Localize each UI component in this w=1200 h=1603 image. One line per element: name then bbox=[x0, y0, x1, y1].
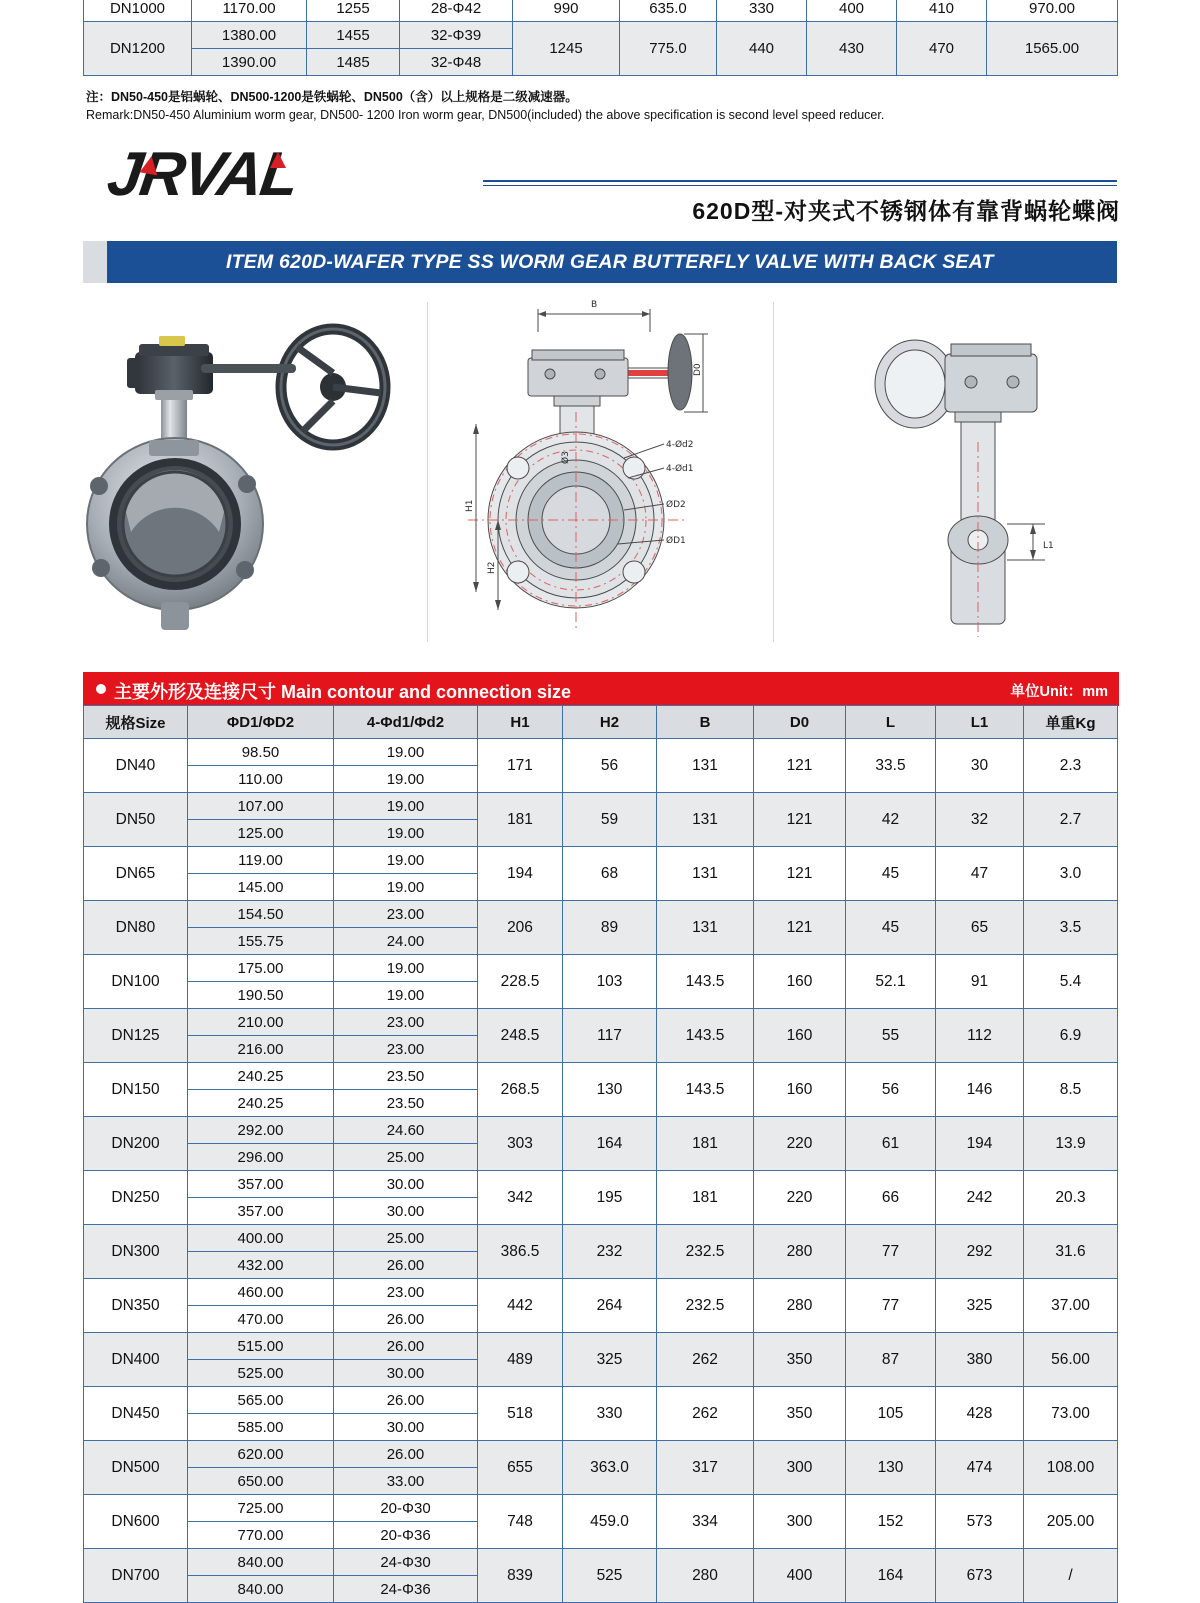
cell-h2: 525 bbox=[563, 1549, 657, 1603]
cell-size: DN125 bbox=[84, 1009, 188, 1063]
cell-d0: 160 bbox=[754, 1009, 846, 1063]
cell-bolt: 24-Φ36 bbox=[334, 1576, 478, 1603]
cell-b: 440 bbox=[717, 22, 807, 76]
cell-b: 262 bbox=[657, 1333, 754, 1387]
cell-h2: 635.0 bbox=[620, 0, 717, 22]
top-table bbox=[83, 0, 1118, 76]
table-row bbox=[84, 1225, 1118, 1252]
cell-h2: 264 bbox=[563, 1279, 657, 1333]
cell-bolt: 30.00 bbox=[334, 1360, 478, 1387]
cell-l: 56 bbox=[846, 1063, 936, 1117]
cell-h2: 164 bbox=[563, 1117, 657, 1171]
cell-diameter: 292.00 bbox=[188, 1117, 334, 1144]
cell-size: DN200 bbox=[84, 1117, 188, 1171]
label-OD1: ØD1 bbox=[666, 536, 686, 546]
table-row bbox=[84, 901, 1118, 928]
table-row bbox=[84, 1117, 1118, 1144]
table-row bbox=[84, 739, 1118, 766]
cell-b: 131 bbox=[657, 847, 754, 901]
cell-bolt: 26.00 bbox=[334, 1387, 478, 1414]
dimension-table bbox=[83, 705, 1118, 1603]
label-L1: L1 bbox=[1043, 541, 1054, 551]
cell-size: DN300 bbox=[84, 1225, 188, 1279]
cell-h1: 518 bbox=[478, 1387, 563, 1441]
cell-d3: 1255 bbox=[307, 0, 400, 22]
cell-b: 131 bbox=[657, 901, 754, 955]
label-D3: Ø3 bbox=[561, 451, 571, 464]
cell-size: DN600 bbox=[84, 1495, 188, 1549]
cell-l: 33.5 bbox=[846, 739, 936, 793]
cell-l: 470 bbox=[897, 22, 987, 76]
cell-h2: 363.0 bbox=[563, 1441, 657, 1495]
column-header-4: H2 bbox=[563, 706, 657, 739]
cell-b: 317 bbox=[657, 1441, 754, 1495]
cell-diameter: 190.50 bbox=[188, 982, 334, 1009]
cell-l1: 970.00 bbox=[987, 0, 1118, 22]
column-header-8: L1 bbox=[936, 706, 1024, 739]
cell-diameter: 357.00 bbox=[188, 1198, 334, 1225]
cell-h1: 171 bbox=[478, 739, 563, 793]
remark-line-cn: 注：DN50-450是铝蜗轮、DN500-1200是铁蜗轮、DN500（含）以上规格是二级减速器。 bbox=[86, 90, 578, 104]
cell-bolt: 33.00 bbox=[334, 1468, 478, 1495]
cell-l: 77 bbox=[846, 1279, 936, 1333]
cell-h1: 990 bbox=[513, 0, 620, 22]
cell-size: DN1000 bbox=[84, 0, 192, 22]
cell-bolt: 23.00 bbox=[334, 901, 478, 928]
cell-diameter: 432.00 bbox=[188, 1252, 334, 1279]
cell-b: 181 bbox=[657, 1117, 754, 1171]
cell-h2: 68 bbox=[563, 847, 657, 901]
table-row bbox=[84, 1333, 1118, 1360]
cell-weight: 108.00 bbox=[1024, 1441, 1118, 1495]
cell-b: 232.5 bbox=[657, 1279, 754, 1333]
cell-holes: 28-Φ42 bbox=[400, 0, 513, 22]
cell-holes: 32-Φ39 bbox=[400, 22, 513, 49]
table-row bbox=[84, 1387, 1118, 1414]
cell-l1: 474 bbox=[936, 1441, 1024, 1495]
cell-h2: 330 bbox=[563, 1387, 657, 1441]
brand-logo bbox=[103, 140, 408, 212]
cell-diameter: 210.00 bbox=[188, 1009, 334, 1036]
label-D0: D0 bbox=[693, 363, 703, 376]
cell-weight: / bbox=[1024, 1549, 1118, 1603]
cell-bolt: 26.00 bbox=[334, 1441, 478, 1468]
label-OD2: ØD2 bbox=[666, 500, 686, 510]
cell-diameter: 460.00 bbox=[188, 1279, 334, 1306]
cell-d0: 350 bbox=[754, 1333, 846, 1387]
cell-d0: 300 bbox=[754, 1441, 846, 1495]
cell-holes: 32-Φ48 bbox=[400, 49, 513, 76]
cell-d0: 350 bbox=[754, 1387, 846, 1441]
label-4-od1: 4-Ød1 bbox=[666, 464, 694, 474]
cell-l1: 325 bbox=[936, 1279, 1024, 1333]
cell-bolt: 23.50 bbox=[334, 1063, 478, 1090]
cell-l: 105 bbox=[846, 1387, 936, 1441]
cell-d3: 1485 bbox=[307, 49, 400, 76]
column-header-0: 规格Size bbox=[84, 706, 188, 739]
column-header-9: 单重Kg bbox=[1024, 706, 1118, 739]
cell-size: DN700 bbox=[84, 1549, 188, 1603]
cell-d0: 160 bbox=[754, 1063, 846, 1117]
cell-b: 131 bbox=[657, 739, 754, 793]
cell-b: 330 bbox=[717, 0, 807, 22]
cell-size: DN500 bbox=[84, 1441, 188, 1495]
cell-diameter: 840.00 bbox=[188, 1576, 334, 1603]
column-header-3: H1 bbox=[478, 706, 563, 739]
cell-b: 280 bbox=[657, 1549, 754, 1603]
cell-l1: 146 bbox=[936, 1063, 1024, 1117]
table-row bbox=[84, 1441, 1118, 1468]
cell-d1d2: 1390.00 bbox=[192, 49, 307, 76]
table-row bbox=[84, 1495, 1118, 1522]
cell-bolt: 26.00 bbox=[334, 1306, 478, 1333]
cell-size: DN100 bbox=[84, 955, 188, 1009]
table-row bbox=[84, 793, 1118, 820]
table-row bbox=[84, 1279, 1118, 1306]
cell-h2: 232 bbox=[563, 1225, 657, 1279]
cell-diameter: 154.50 bbox=[188, 901, 334, 928]
cell-diameter: 565.00 bbox=[188, 1387, 334, 1414]
cell-d3: 1455 bbox=[307, 22, 400, 49]
cell-b: 143.5 bbox=[657, 1009, 754, 1063]
valve-photo-drawing bbox=[83, 292, 427, 658]
cell-h1: 442 bbox=[478, 1279, 563, 1333]
section-header bbox=[83, 672, 1119, 706]
cell-bolt: 19.00 bbox=[334, 982, 478, 1009]
cell-l: 45 bbox=[846, 847, 936, 901]
cell-l: 45 bbox=[846, 901, 936, 955]
cell-h2: 775.0 bbox=[620, 22, 717, 76]
cell-d0: 430 bbox=[807, 22, 897, 76]
table-row bbox=[84, 1063, 1118, 1090]
cell-bolt: 26.00 bbox=[334, 1333, 478, 1360]
cell-weight: 20.3 bbox=[1024, 1171, 1118, 1225]
cell-size: DN80 bbox=[84, 901, 188, 955]
cell-size: DN40 bbox=[84, 739, 188, 793]
cell-bolt: 19.00 bbox=[334, 739, 478, 766]
front-view-dimension-drawing bbox=[428, 292, 774, 658]
table-row bbox=[84, 955, 1118, 982]
title-rule bbox=[483, 180, 1117, 182]
cell-weight: 56.00 bbox=[1024, 1333, 1118, 1387]
cell-l: 410 bbox=[897, 0, 987, 22]
cell-h1: 228.5 bbox=[478, 955, 563, 1009]
cell-diameter: 155.75 bbox=[188, 928, 334, 955]
cell-d0: 280 bbox=[754, 1225, 846, 1279]
cell-h1: 194 bbox=[478, 847, 563, 901]
cell-l1: 194 bbox=[936, 1117, 1024, 1171]
cell-h1: 181 bbox=[478, 793, 563, 847]
remark-line-en: Remark:DN50-450 Aluminium worm gear, DN500- 1200 Iron worm gear, DN500(included) the above specification is second level speed reducer. bbox=[86, 108, 885, 123]
cell-bolt: 19.00 bbox=[334, 820, 478, 847]
cell-b: 232.5 bbox=[657, 1225, 754, 1279]
cell-h2: 89 bbox=[563, 901, 657, 955]
cell-bolt: 19.00 bbox=[334, 955, 478, 982]
column-header-5: B bbox=[657, 706, 754, 739]
cell-d0: 121 bbox=[754, 847, 846, 901]
cell-h1: 489 bbox=[478, 1333, 563, 1387]
cell-size: DN450 bbox=[84, 1387, 188, 1441]
cell-weight: 3.0 bbox=[1024, 847, 1118, 901]
cell-diameter: 240.25 bbox=[188, 1090, 334, 1117]
cell-l1: 428 bbox=[936, 1387, 1024, 1441]
label-B: B bbox=[591, 300, 598, 310]
cell-d1d2: 1170.00 bbox=[192, 0, 307, 22]
cell-diameter: 119.00 bbox=[188, 847, 334, 874]
cell-weight: 5.4 bbox=[1024, 955, 1118, 1009]
cell-bolt: 19.00 bbox=[334, 766, 478, 793]
logo-accent-triangle-2-icon bbox=[270, 152, 286, 168]
cell-diameter: 145.00 bbox=[188, 874, 334, 901]
cell-diameter: 107.00 bbox=[188, 793, 334, 820]
cell-h1: 303 bbox=[478, 1117, 563, 1171]
cell-l1: 242 bbox=[936, 1171, 1024, 1225]
cell-h2: 103 bbox=[563, 955, 657, 1009]
cell-size: DN400 bbox=[84, 1333, 188, 1387]
cell-l1: 32 bbox=[936, 793, 1024, 847]
cell-d0: 121 bbox=[754, 901, 846, 955]
cell-diameter: 620.00 bbox=[188, 1441, 334, 1468]
cell-diameter: 650.00 bbox=[188, 1468, 334, 1495]
cell-l: 61 bbox=[846, 1117, 936, 1171]
cell-bolt: 24-Φ30 bbox=[334, 1549, 478, 1576]
product-title-cn: 620D型-对夹式不锈钢体有靠背蜗轮蝶阀 bbox=[692, 198, 1120, 224]
cell-l: 52.1 bbox=[846, 955, 936, 1009]
cell-l: 42 bbox=[846, 793, 936, 847]
table-row bbox=[84, 1171, 1118, 1198]
label-4-od2: 4-Ød2 bbox=[666, 440, 694, 450]
cell-l: 66 bbox=[846, 1171, 936, 1225]
cell-h1: 342 bbox=[478, 1171, 563, 1225]
cell-bolt: 24.00 bbox=[334, 928, 478, 955]
cell-h1: 248.5 bbox=[478, 1009, 563, 1063]
cell-weight: 2.7 bbox=[1024, 793, 1118, 847]
cell-size: DN65 bbox=[84, 847, 188, 901]
cell-weight: 2.3 bbox=[1024, 739, 1118, 793]
cell-d0: 300 bbox=[754, 1495, 846, 1549]
cell-size: DN50 bbox=[84, 793, 188, 847]
cell-diameter: 110.00 bbox=[188, 766, 334, 793]
cell-diameter: 770.00 bbox=[188, 1522, 334, 1549]
cell-bolt: 30.00 bbox=[334, 1171, 478, 1198]
cell-diameter: 400.00 bbox=[188, 1225, 334, 1252]
column-header-7: L bbox=[846, 706, 936, 739]
cell-weight: 3.5 bbox=[1024, 901, 1118, 955]
table-row bbox=[84, 0, 1118, 22]
technical-drawings bbox=[83, 292, 1117, 658]
cell-bolt: 30.00 bbox=[334, 1198, 478, 1225]
cell-bolt: 20-Φ36 bbox=[334, 1522, 478, 1549]
cell-h1: 1245 bbox=[513, 22, 620, 76]
cell-diameter: 240.25 bbox=[188, 1063, 334, 1090]
cell-h2: 56 bbox=[563, 739, 657, 793]
cell-h1: 268.5 bbox=[478, 1063, 563, 1117]
cell-h2: 59 bbox=[563, 793, 657, 847]
cell-h2: 459.0 bbox=[563, 1495, 657, 1549]
cell-size: DN150 bbox=[84, 1063, 188, 1117]
cell-bolt: 30.00 bbox=[334, 1414, 478, 1441]
cell-bolt: 19.00 bbox=[334, 874, 478, 901]
cell-h2: 195 bbox=[563, 1171, 657, 1225]
cell-diameter: 98.50 bbox=[188, 739, 334, 766]
cell-h1: 206 bbox=[478, 901, 563, 955]
cell-l: 87 bbox=[846, 1333, 936, 1387]
continued-spec-table bbox=[83, 0, 1117, 76]
cell-diameter: 357.00 bbox=[188, 1171, 334, 1198]
cell-l1: 91 bbox=[936, 955, 1024, 1009]
cell-bolt: 23.00 bbox=[334, 1279, 478, 1306]
cell-l: 77 bbox=[846, 1225, 936, 1279]
table-row bbox=[84, 1009, 1118, 1036]
label-H1: H1 bbox=[465, 499, 475, 512]
cell-l1: 112 bbox=[936, 1009, 1024, 1063]
cell-diameter: 840.00 bbox=[188, 1549, 334, 1576]
cell-b: 131 bbox=[657, 793, 754, 847]
cell-diameter: 725.00 bbox=[188, 1495, 334, 1522]
cell-h1: 748 bbox=[478, 1495, 563, 1549]
cell-l1: 47 bbox=[936, 847, 1024, 901]
cell-bolt: 26.00 bbox=[334, 1252, 478, 1279]
section-header-unit: 单位Unit：mm bbox=[1010, 684, 1108, 700]
cell-d0: 400 bbox=[807, 0, 897, 22]
cell-size: DN350 bbox=[84, 1279, 188, 1333]
cell-h1: 655 bbox=[478, 1441, 563, 1495]
logo-accent-triangle-icon bbox=[140, 155, 161, 176]
cell-h2: 130 bbox=[563, 1063, 657, 1117]
cell-bolt: 23.50 bbox=[334, 1090, 478, 1117]
cell-weight: 13.9 bbox=[1024, 1117, 1118, 1171]
section-header-title: 主要外形及连接尺寸 Main contour and connection size bbox=[114, 682, 572, 702]
cell-weight: 37.00 bbox=[1024, 1279, 1118, 1333]
remark-block bbox=[86, 88, 1126, 124]
cell-diameter: 515.00 bbox=[188, 1333, 334, 1360]
cell-weight: 205.00 bbox=[1024, 1495, 1118, 1549]
cell-diameter: 216.00 bbox=[188, 1036, 334, 1063]
cell-l1: 30 bbox=[936, 739, 1024, 793]
cell-diameter: 470.00 bbox=[188, 1306, 334, 1333]
product-title-banner bbox=[83, 241, 1117, 283]
cell-bolt: 23.00 bbox=[334, 1036, 478, 1063]
dimension-table-wrap bbox=[83, 705, 1117, 1603]
cell-b: 262 bbox=[657, 1387, 754, 1441]
cell-bolt: 19.00 bbox=[334, 793, 478, 820]
cell-b: 181 bbox=[657, 1171, 754, 1225]
cell-h2: 117 bbox=[563, 1009, 657, 1063]
cell-h1: 839 bbox=[478, 1549, 563, 1603]
cell-d0: 400 bbox=[754, 1549, 846, 1603]
cell-l1: 573 bbox=[936, 1495, 1024, 1549]
cell-diameter: 585.00 bbox=[188, 1414, 334, 1441]
column-header-2: 4-Φd1/Φd2 bbox=[334, 706, 478, 739]
cell-weight: 8.5 bbox=[1024, 1063, 1118, 1117]
side-view-dimension-drawing bbox=[775, 292, 1115, 658]
cell-d0: 160 bbox=[754, 955, 846, 1009]
cell-weight: 73.00 bbox=[1024, 1387, 1118, 1441]
table-row bbox=[84, 847, 1118, 874]
label-H2: H2 bbox=[487, 561, 497, 574]
cell-diameter: 175.00 bbox=[188, 955, 334, 982]
cell-diameter: 296.00 bbox=[188, 1144, 334, 1171]
cell-weight: 6.9 bbox=[1024, 1009, 1118, 1063]
cell-bolt: 23.00 bbox=[334, 1009, 478, 1036]
cell-l1: 1565.00 bbox=[987, 22, 1118, 76]
cell-size: DN1200 bbox=[84, 22, 192, 76]
cell-h2: 325 bbox=[563, 1333, 657, 1387]
cell-d0: 220 bbox=[754, 1117, 846, 1171]
cell-l1: 65 bbox=[936, 901, 1024, 955]
cell-d0: 121 bbox=[754, 793, 846, 847]
column-header-1: ΦD1/ΦD2 bbox=[188, 706, 334, 739]
cell-d0: 280 bbox=[754, 1279, 846, 1333]
table-row bbox=[84, 1549, 1118, 1576]
cell-l: 164 bbox=[846, 1549, 936, 1603]
bullet-icon bbox=[96, 684, 106, 694]
cell-l: 130 bbox=[846, 1441, 936, 1495]
cell-l1: 380 bbox=[936, 1333, 1024, 1387]
cell-h1: 386.5 bbox=[478, 1225, 563, 1279]
cell-d1d2: 1380.00 bbox=[192, 22, 307, 49]
cell-diameter: 125.00 bbox=[188, 820, 334, 847]
cell-weight: 31.6 bbox=[1024, 1225, 1118, 1279]
cell-b: 334 bbox=[657, 1495, 754, 1549]
cell-l1: 673 bbox=[936, 1549, 1024, 1603]
table-row bbox=[84, 22, 1118, 49]
banner-left-block bbox=[83, 241, 107, 283]
brand-logo-text: JRVAL bbox=[103, 140, 302, 209]
cell-size: DN250 bbox=[84, 1171, 188, 1225]
title-rule-thin bbox=[483, 185, 1117, 186]
cell-b: 143.5 bbox=[657, 955, 754, 1009]
cell-bolt: 20-Φ30 bbox=[334, 1495, 478, 1522]
cell-d0: 220 bbox=[754, 1171, 846, 1225]
cell-l: 152 bbox=[846, 1495, 936, 1549]
cell-d0: 121 bbox=[754, 739, 846, 793]
cell-bolt: 25.00 bbox=[334, 1225, 478, 1252]
cell-l: 55 bbox=[846, 1009, 936, 1063]
cell-diameter: 525.00 bbox=[188, 1360, 334, 1387]
cell-b: 143.5 bbox=[657, 1063, 754, 1117]
cell-l1: 292 bbox=[936, 1225, 1024, 1279]
product-title-en: ITEM 620D-WAFER TYPE SS WORM GEAR BUTTERFLY VALVE WITH BACK SEAT bbox=[226, 251, 994, 273]
column-header-6: D0 bbox=[754, 706, 846, 739]
cell-bolt: 19.00 bbox=[334, 847, 478, 874]
cell-bolt: 25.00 bbox=[334, 1144, 478, 1171]
cell-bolt: 24.60 bbox=[334, 1117, 478, 1144]
